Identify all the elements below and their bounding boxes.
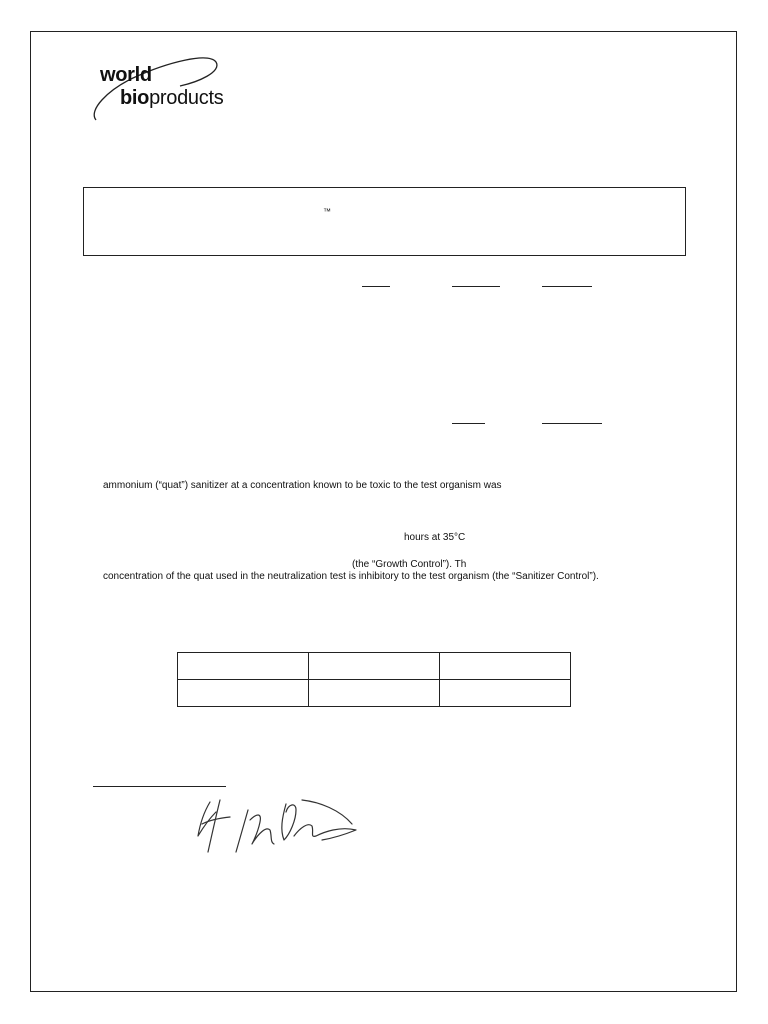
blank-line-3 [542,286,592,287]
blank-line-1 [362,286,390,287]
logo-word-bioproducts: bioproducts [120,87,224,109]
table-cell [440,653,571,680]
signature-line [93,786,226,787]
body-text-line-1: ammonium (“quat”) sanitizer at a concentration known to be toxic to the test organism was [103,480,502,491]
document-page [30,31,737,992]
body-text-line-4: concentration of the quat used in the neutralization test is inhibitory to the test organism (the “Sanitizer Control”). [103,571,599,582]
blank-line-5 [542,423,602,424]
company-logo [88,50,258,130]
table-cell [309,680,440,707]
blank-line-2 [452,286,500,287]
handwritten-signature [190,790,365,860]
table-cell [178,653,309,680]
table-row [178,680,571,707]
body-text-line-2: hours at 35°C [404,532,466,543]
body-text-line-3: (the “Growth Control”). Th [352,559,467,570]
table-cell [440,680,571,707]
title-box [83,187,686,256]
logo-word-world: world [100,64,152,86]
blank-line-4 [452,423,485,424]
table-cell [178,680,309,707]
trademark-symbol: ™ [323,207,331,216]
results-table [177,652,571,707]
table-cell [309,653,440,680]
table-row [178,653,571,680]
